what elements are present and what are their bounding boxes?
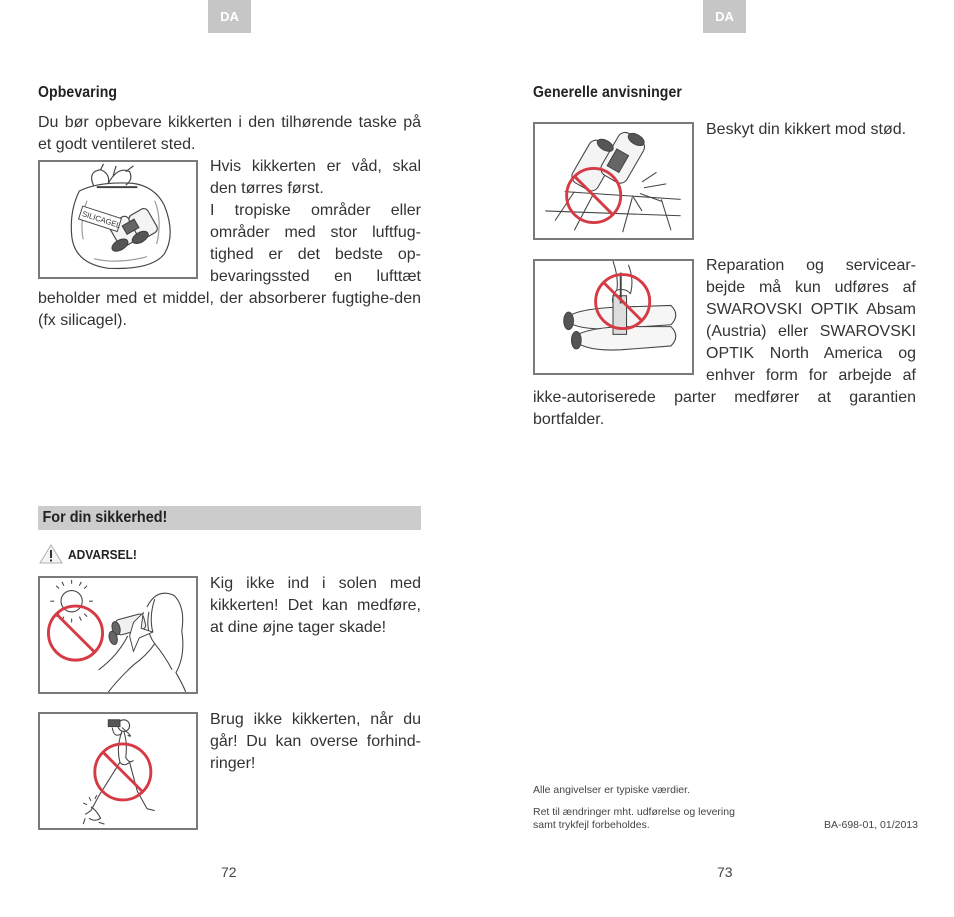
silicagel-bag-illustration — [38, 160, 198, 279]
page-number: 72 — [221, 864, 237, 880]
walking-warning-text: Brug ikke kikkerten, når du går! Du kan overse forhind-ringer! — [210, 711, 421, 772]
warning-triangle-icon — [38, 543, 64, 565]
safety-section-bar — [38, 506, 421, 530]
warning-row — [38, 543, 143, 565]
repair-line-2: bejde må kun udføres af — [706, 279, 916, 296]
repair-line-6: enhver form for arbejde af — [706, 367, 916, 384]
repair-line-1: Reparation og servicear- — [706, 257, 916, 274]
walking-warning-illustration — [38, 712, 198, 830]
repair-line-4: (Austria) eller SWAROVSKI — [706, 323, 916, 340]
storage-side-line-5: tighed er det bedste op- — [210, 246, 421, 263]
storage-outro-text: beholder med et middel, der absorberer fugtighe-den (fx silicagel). — [38, 290, 421, 329]
repair-line-5: OPTIK North America og — [706, 345, 916, 362]
shock-warning-text: Beskyt din kikkert mod stød. — [706, 121, 907, 138]
storage-side-line-3: I tropiske områder eller — [210, 202, 421, 219]
sun-warning-text: Kig ikke ind i solen med kikkerten! Det kan medføre, at dine øjne tager skade! — [210, 575, 421, 636]
changes-note-line-2: samt trykfejl forbeholdes. — [533, 819, 650, 831]
warning-label: ADVARSEL! — [68, 546, 137, 562]
repair-warning-illustration — [533, 259, 694, 375]
prohibition-sign-icon — [48, 606, 102, 660]
repair-outro-text: ikke-autoriserede parter medfører at garantien bortfalder. — [533, 389, 916, 428]
storage-side-line-1: Hvis kikkerten er våd, skal — [210, 158, 421, 175]
bag-label: SILICAGEL — [81, 209, 122, 231]
sun-warning-illustration — [38, 576, 198, 694]
shock-warning-illustration — [533, 122, 694, 240]
storage-side-line-4: områder med stor luftfug- — [210, 224, 421, 241]
storage-side-line-2: den tørres først. — [210, 180, 324, 197]
right-page — [477, 0, 954, 917]
document-code: BA-698-01, 01/2013 — [824, 819, 918, 831]
prohibition-sign-icon — [95, 744, 151, 800]
storage-heading: Opbevaring — [38, 84, 118, 101]
language-tab: DA — [208, 0, 251, 33]
general-heading: Generelle anvisninger — [533, 84, 682, 101]
storage-intro-text: Du bør opbevare kikkerten i den tilhørende taske på et godt ventileret sted. — [38, 114, 421, 153]
language-tab: DA — [703, 0, 746, 33]
storage-side-line-6: bevaringssted en lufttæt — [210, 268, 421, 285]
safety-section-title: For din sikkerhed! — [42, 509, 168, 526]
repair-line-3: SWAROVSKI OPTIK Absam — [706, 301, 916, 318]
typical-values-note: Alle angivelser er typiske værdier. — [533, 784, 690, 796]
changes-note-line-1: Ret til ændringer mht. udførelse og levering — [533, 806, 735, 818]
page-number: 73 — [717, 864, 733, 880]
bag-with-binoculars-icon — [40, 162, 196, 277]
